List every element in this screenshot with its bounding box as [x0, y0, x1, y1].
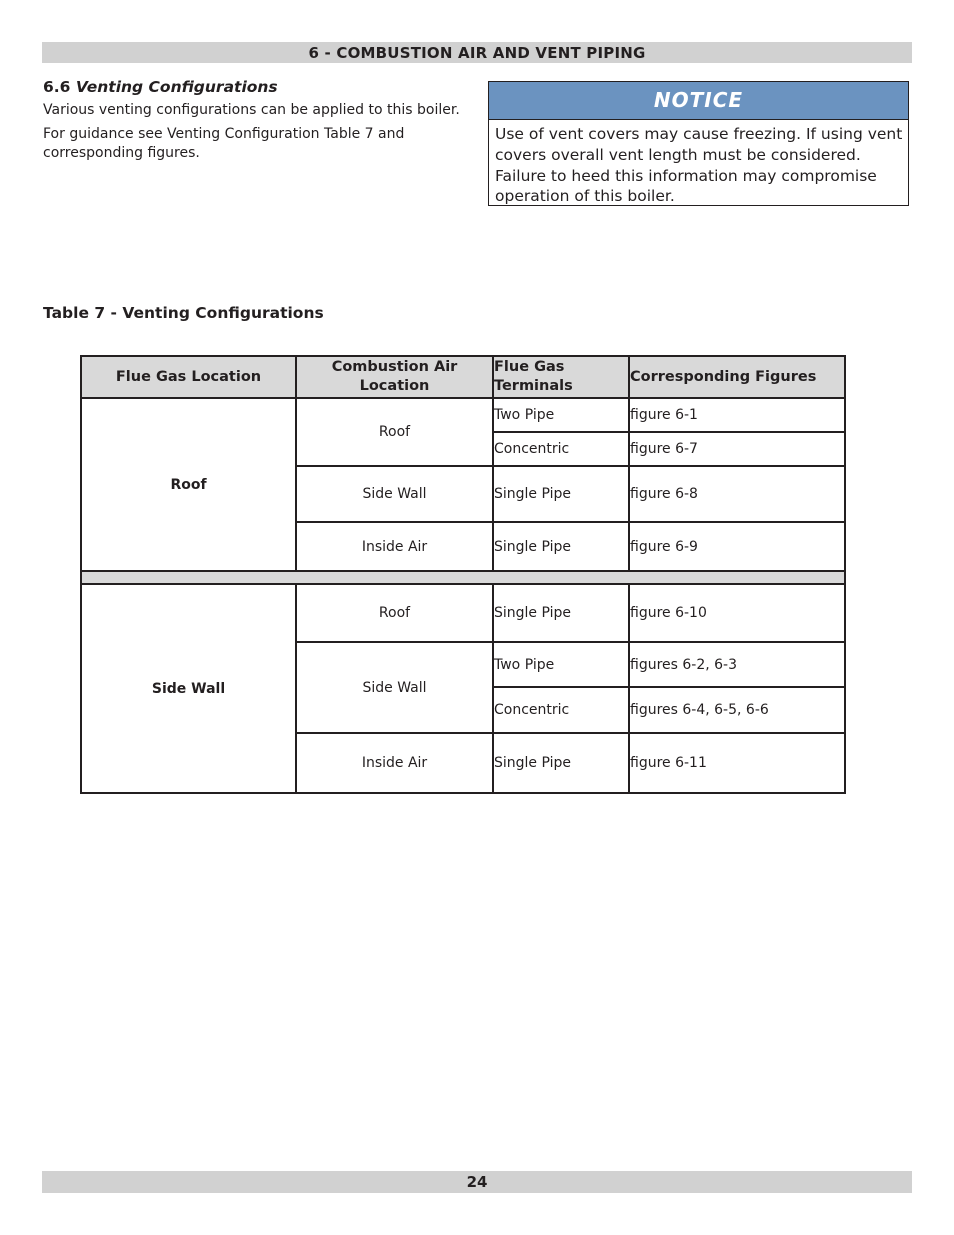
combustion-air-cell: Roof: [296, 398, 493, 466]
group-separator-row: [81, 571, 845, 584]
terminal-cell: Single Pipe: [493, 584, 629, 642]
figures-cell: figure 6-7: [629, 432, 845, 466]
column-header-combustion-air-location: Combustion Air Location: [296, 356, 493, 398]
terminal-cell: Single Pipe: [493, 733, 629, 793]
figures-cell: figure 6-9: [629, 522, 845, 571]
flue-gas-location-cell: Roof: [81, 398, 296, 571]
notice-box: [488, 81, 909, 206]
combustion-air-cell: Inside Air: [296, 733, 493, 793]
venting-configurations-table: [80, 355, 846, 794]
table-header-row: [81, 356, 845, 398]
figures-cell: figure 6-11: [629, 733, 845, 793]
section-number: 6.6: [43, 78, 71, 96]
terminal-cell: Two Pipe: [493, 642, 629, 687]
figures-cell: figure 6-1: [629, 398, 845, 432]
combustion-air-cell: Side Wall: [296, 466, 493, 522]
combustion-air-cell: Roof: [296, 584, 493, 642]
terminal-cell: Concentric: [493, 687, 629, 733]
table-caption: Table 7 - Venting Configurations: [43, 304, 324, 322]
group-separator: [81, 571, 845, 584]
column-header-corresponding-figures: Corresponding Figures: [629, 356, 845, 398]
figures-cell: figure 6-10: [629, 584, 845, 642]
notice-label: NOTICE: [489, 82, 908, 120]
table-row: [81, 584, 845, 642]
figures-cell: figures 6-4, 6-5, 6-6: [629, 687, 845, 733]
guidance-paragraph: For guidance see Venting Configuration Table 7 and corresponding figures.: [43, 126, 405, 161]
flue-gas-location-cell: Side Wall: [81, 584, 296, 793]
notice-text: Use of vent covers may cause freezing. If using vent covers overall vent length must be considered. Failure to heed this information may compromise operation of this boiler.: [495, 125, 903, 206]
chapter-header: 6 - COMBUSTION AIR AND VENT PIPING: [42, 42, 912, 63]
intro-paragraph: Various venting configurations can be applied to this boiler.: [43, 102, 460, 118]
terminal-cell: Single Pipe: [493, 522, 629, 571]
figures-cell: figure 6-8: [629, 466, 845, 522]
terminal-cell: Concentric: [493, 432, 629, 466]
terminal-cell: Two Pipe: [493, 398, 629, 432]
table-row: [81, 398, 845, 432]
figures-cell: figures 6-2, 6-3: [629, 642, 845, 687]
section-title: Venting Configurations: [75, 78, 278, 96]
section-heading: [43, 77, 278, 97]
combustion-air-cell: Inside Air: [296, 522, 493, 571]
column-header-flue-gas-location: Flue Gas Location: [81, 356, 296, 398]
terminal-cell: Single Pipe: [493, 466, 629, 522]
page-number: 24: [42, 1171, 912, 1193]
combustion-air-cell: Side Wall: [296, 642, 493, 733]
column-header-flue-gas-terminals: Flue Gas Terminals: [493, 356, 629, 398]
